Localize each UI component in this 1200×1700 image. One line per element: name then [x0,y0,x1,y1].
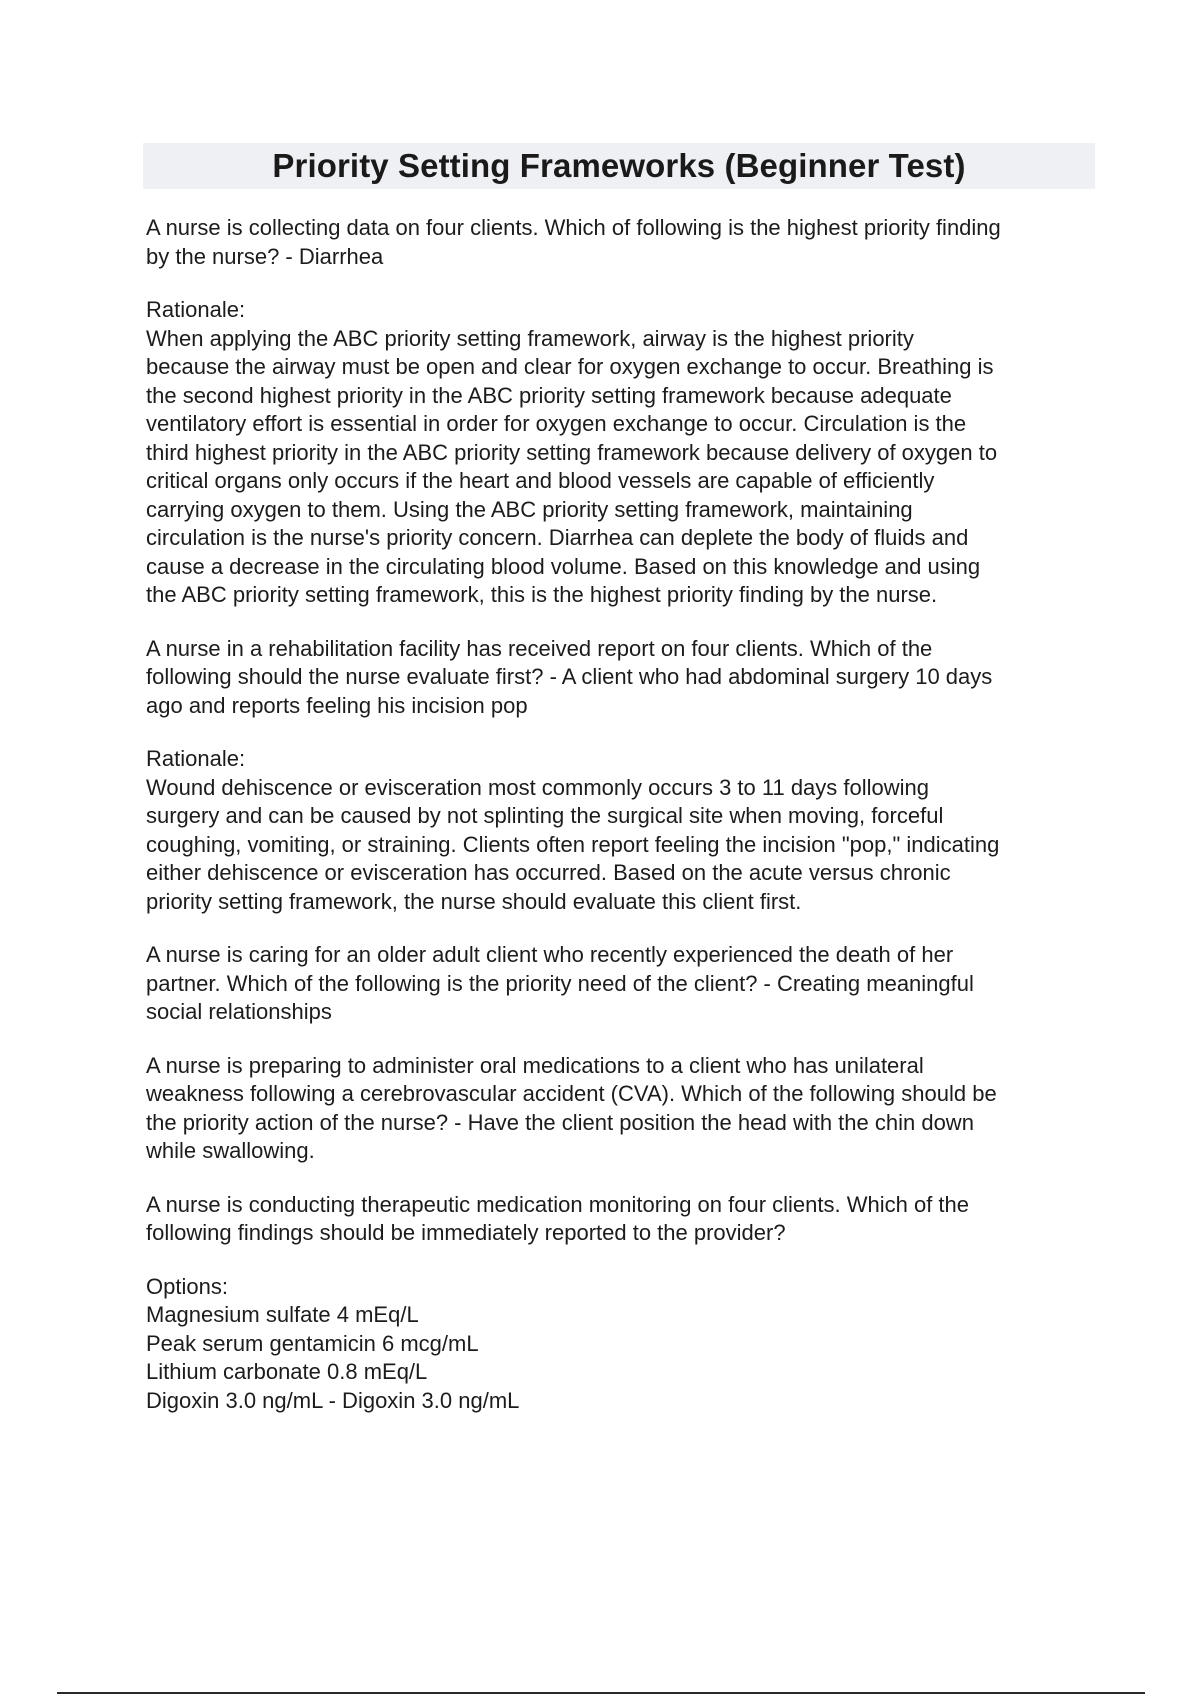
rationale-2-line: coughing, vomiting, or straining. Clients often report feeling the incision "pop," indicating [146,831,1000,857]
question-3 [146,941,1096,1027]
option-item: Magnesium sulfate 4 mEq/L [146,1302,419,1327]
options-list [146,1273,1096,1416]
options-heading: Options: [146,1273,228,1299]
rationale-2-line: priority setting framework, the nurse should evaluate this client first. [146,888,802,914]
rationale-1-line: because the airway must be open and clear for oxygen exchange to occur. Breathing is [146,354,994,379]
question-1-line: by the nurse? - Diarrhea [146,243,384,269]
question-2-line: A nurse in a rehabilitation facility has received report on four clients. Which of the [146,635,933,661]
rationale-2 [146,745,1096,916]
rationale-1-line: ventilatory effort is essential in order for oxygen exchange to occur. Circulation is the [146,411,967,436]
question-5-line: A nurse is conducting therapeutic medication monitoring on four clients. Which of the [146,1191,970,1217]
question-1 [146,214,1096,271]
question-3-line: partner. Which of the following is the priority need of the client? - Creating meaningful [146,970,974,996]
question-4-line: while swallowing. [146,1138,315,1163]
rationale-1-line: the ABC priority setting framework, this is the highest priority finding by the nurse. [146,582,938,607]
option-item: Lithium carbonate 0.8 mEq/L [146,1359,428,1384]
rationale-1-line: the second highest priority in the ABC priority setting framework because adequate [146,382,952,408]
document-body [146,214,1096,1436]
rationale-1-line: circulation is the nurse's priority concern. Diarrhea can deplete the body of fluids and [146,525,969,550]
option-item: Peak serum gentamicin 6 mcg/mL [146,1330,479,1356]
question-1-line: A nurse is collecting data on four clients. Which of following is the highest priority finding [146,215,1001,240]
rationale-2-line: Wound dehiscence or evisceration most commonly occurs 3 to 11 days following [146,774,930,800]
footer-divider [57,1692,1145,1694]
question-5-line: following findings should be immediately reported to the provider? [146,1220,786,1245]
rationale-2-heading: Rationale: [146,746,246,771]
title-bar [143,143,1095,189]
question-2-line: ago and reports feeling his incision pop [146,692,528,718]
option-item: Digoxin 3.0 ng/mL - Digoxin 3.0 ng/mL [146,1387,520,1413]
question-4 [146,1052,1096,1166]
page-title: Priority Setting Frameworks (Beginner Test) [272,147,966,184]
rationale-1-line: carrying oxygen to them. Using the ABC priority setting framework, maintaining [146,496,913,522]
rationale-2-line: surgery and can be caused by not splinting the surgical site when moving, forceful [146,803,944,828]
rationale-1 [146,296,1096,610]
question-4-line: weakness following a cerebrovascular accident (CVA). Which of the following should be [146,1081,997,1106]
question-4-line: A nurse is preparing to administer oral medications to a client who has unilateral [146,1052,924,1078]
question-3-line: social relationships [146,999,332,1024]
rationale-1-line: third highest priority in the ABC priority setting framework because delivery of oxygen to [146,439,998,465]
question-2 [146,635,1096,721]
question-2-line: following should the nurse evaluate first? - A client who had abdominal surgery 10 days [146,664,993,689]
question-5 [146,1191,1096,1248]
rationale-1-heading: Rationale: [146,297,246,322]
question-3-line: A nurse is caring for an older adult client who recently experienced the death of her [146,942,954,967]
rationale-1-line: When applying the ABC priority setting framework, airway is the highest priority [146,325,914,351]
rationale-1-line: cause a decrease in the circulating blood volume. Based on this knowledge and using [146,553,981,579]
rationale-2-line: either dehiscence or evisceration has occurred. Based on the acute versus chronic [146,860,951,885]
question-4-line: the priority action of the nurse? - Have the client position the head with the chin down [146,1109,974,1135]
rationale-1-line: critical organs only occurs if the heart and blood vessels are capable of efficiently [146,468,935,493]
